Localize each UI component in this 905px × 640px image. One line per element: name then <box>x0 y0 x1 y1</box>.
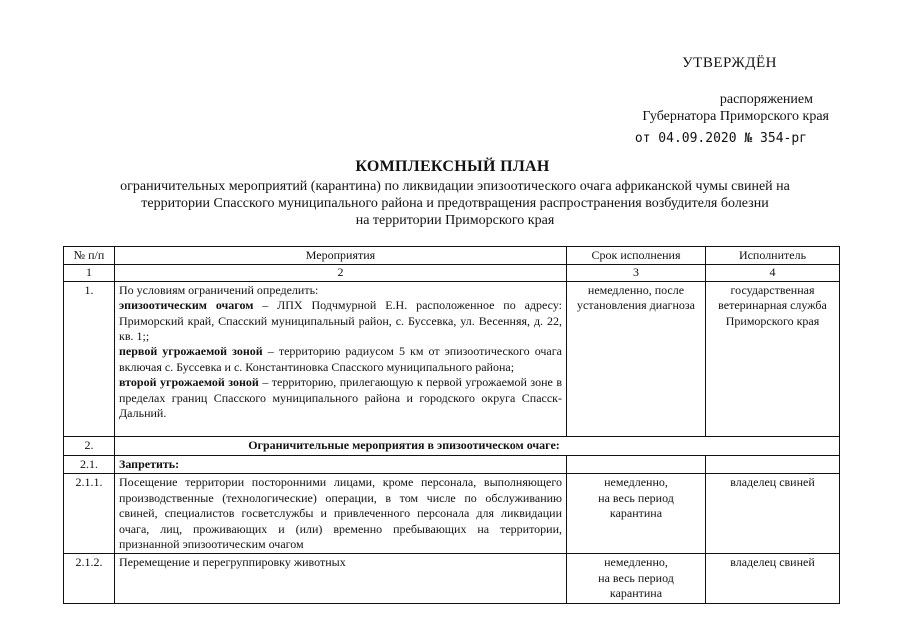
approved-heading: УТВЕРЖДЁН <box>682 55 777 71</box>
focus-term: эпизоотическим очагом <box>119 298 254 313</box>
row-intro: По условиям ограничений определить: <box>119 282 319 297</box>
row-measures: Посещение территории посторонними лицами, кроме персонала, выполняющего производственные (технологические) операции, в том числе по обслуживанию свиней, специалистов госветслужбы и привлеченного персонала для ликвидации очага, лиц, проживающих и (или) временно пребывающих на территории, признанной эпизоотическим очагом <box>115 474 567 554</box>
row-number: 2.1.1. <box>64 474 115 554</box>
zone2-term: второй угрожаемой зоной <box>119 375 259 390</box>
row-executor: владелец свиней <box>706 554 840 603</box>
approval-date-number: от 04.09.2020 № 354-рг <box>634 131 807 146</box>
row-deadline <box>567 554 706 603</box>
row-number: 1. <box>64 281 115 437</box>
subtitle-line-2: территории Спасского муниципального района и предотвращения распространения возбудителя болезни <box>141 196 769 211</box>
column-number-4: 4 <box>706 265 840 281</box>
deadline-line-1: немедленно, <box>604 555 668 570</box>
zone1-definition <box>119 344 562 375</box>
row-deadline <box>567 474 706 554</box>
row-executor: государственная ветеринарная служба Приморского края <box>706 281 840 437</box>
empty-cell <box>706 455 840 473</box>
section-row <box>64 437 840 455</box>
column-number-2: 2 <box>115 265 567 281</box>
zone2-definition <box>119 375 562 435</box>
table-row <box>64 554 840 603</box>
section-heading: Ограничительные мероприятия в эпизоотическом очаге: <box>115 437 840 455</box>
zone1-term: первой угрожаемой зоной <box>119 344 263 359</box>
column-number-row <box>64 265 840 281</box>
header-number: № п/п <box>64 247 115 265</box>
deadline-line-2: на весь период карантина <box>598 570 674 601</box>
row-deadline: немедленно, после установления диагноза <box>567 281 706 437</box>
empty-cell <box>567 455 706 473</box>
row-number: 2.1. <box>64 455 115 473</box>
table-header-row <box>64 247 840 265</box>
header-deadline: Срок исполнения <box>567 247 706 265</box>
row-number: 2.1.2. <box>64 554 115 603</box>
focus-definition <box>119 298 562 344</box>
zone1-text: – территорию радиусом 5 км от эпизоотического очага включая с. Буссевка и с. Константиновка Спасского муниципального района; <box>119 344 563 374</box>
row-measures <box>115 281 567 437</box>
approval-order-label: распоряжением <box>719 92 813 107</box>
row-measures: Перемещение и перегруппировку животных <box>115 554 567 603</box>
row-number: 2. <box>64 437 115 455</box>
subtitle-line-1: ограничительных мероприятий (карантина) по ликвидации эпизоотического очага африканской чумы свиней на <box>120 179 790 194</box>
deadline-line-1: немедленно, <box>604 475 668 490</box>
column-number-3: 3 <box>567 265 706 281</box>
approval-governor: Губернатора Приморского края <box>642 109 829 124</box>
document-title: КОМПЛЕКСНЫЙ ПЛАН <box>355 158 550 175</box>
document-subtitle <box>60 178 850 229</box>
subsection-heading: Запретить: <box>115 455 567 473</box>
header-measures: Мероприятия <box>115 247 567 265</box>
row-executor: владелец свиней <box>706 474 840 554</box>
column-number-1: 1 <box>64 265 115 281</box>
table-row <box>64 281 840 437</box>
header-executor: Исполнитель <box>706 247 840 265</box>
deadline-line-2: на весь период карантина <box>598 490 674 521</box>
focus-text: – ЛПХ Подчмурной Е.Н. расположенное по адресу: Приморский край, Спасский муниципальный район, с. Буссевка, ул. Весенняя, д. 22, кв. 1;; <box>119 298 562 344</box>
plan-table <box>63 246 840 604</box>
subtitle-line-3: на территории Приморского края <box>355 213 555 228</box>
section-row <box>64 455 840 473</box>
table-row <box>64 474 840 554</box>
zone2-text: – территорию, прилегающую к первой угрожаемой зоне в пределах границ Спасского муниципального района и городского округа Спасск-Дальний. <box>119 375 562 421</box>
